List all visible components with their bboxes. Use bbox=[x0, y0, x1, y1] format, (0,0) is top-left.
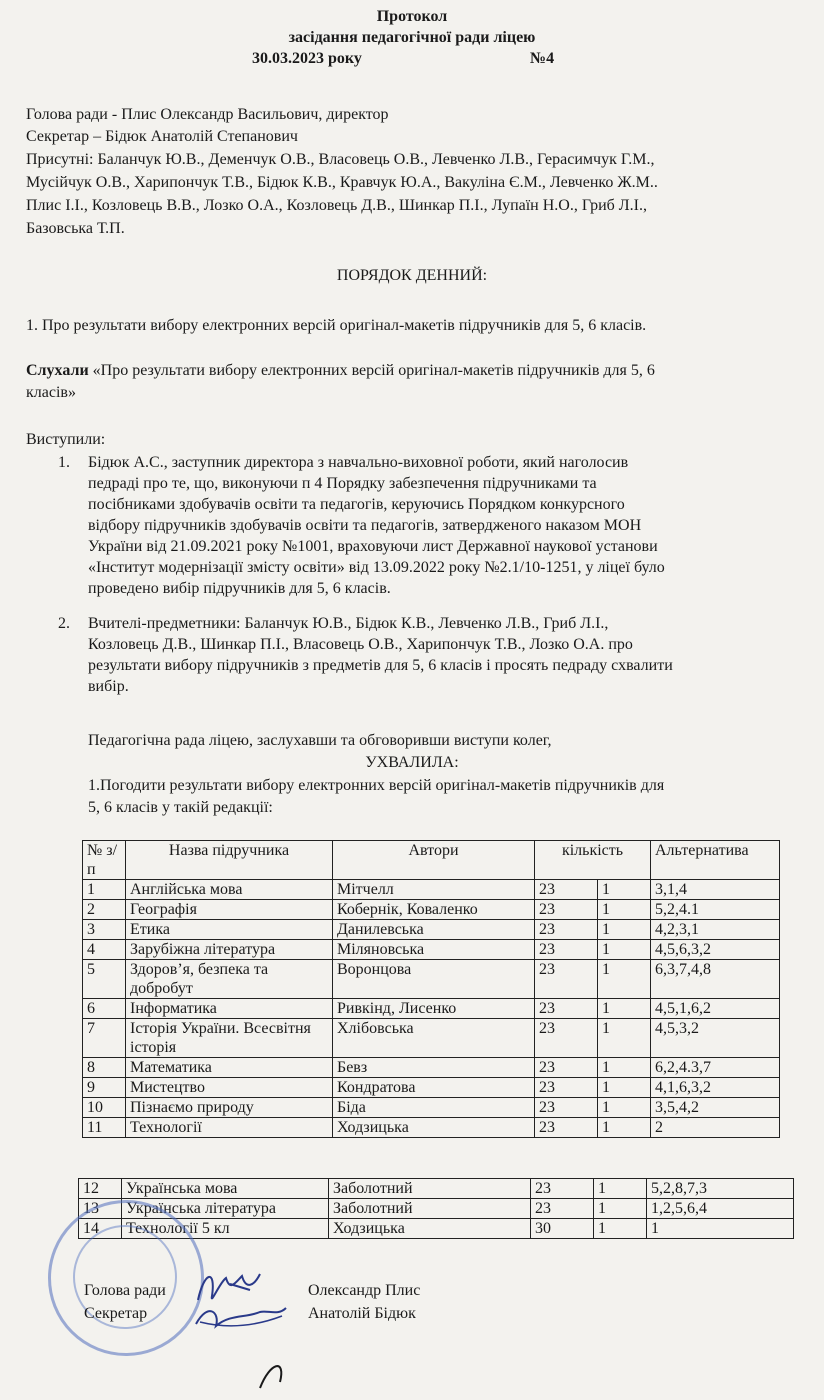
spoke-1-line: педраді про те, що, виконуючи п 4 Порядку забезпечення підручниками та bbox=[88, 475, 597, 492]
cell-qty: 23 bbox=[535, 1078, 598, 1098]
cell-qty-extra: 1 bbox=[598, 880, 651, 900]
col-num-header: № з/п bbox=[83, 841, 126, 880]
cell-name: Пізнаємо природу bbox=[126, 1098, 333, 1118]
cell-authors: Бевз bbox=[333, 1058, 535, 1078]
cell-alternative: 4,1,6,3,2 bbox=[651, 1078, 780, 1098]
spoke-item-1 bbox=[58, 452, 788, 599]
col-alt-header: Альтернатива bbox=[651, 841, 780, 880]
cell-authors: Біда bbox=[333, 1098, 535, 1118]
spoke-2-line: результати вибору підручників з предметів для 5, 6 класів і просять педраду схвалити bbox=[88, 657, 673, 674]
cell-authors: Данилевська bbox=[333, 920, 535, 940]
cell-qty-extra: 1 bbox=[598, 999, 651, 1019]
cell-alternative: 4,5,6,3,2 bbox=[651, 940, 780, 960]
cell-qty: 23 bbox=[535, 1058, 598, 1078]
cell-authors: Ривкінд, Лисенко bbox=[333, 999, 535, 1019]
cell-name: Зарубіжна література bbox=[126, 940, 333, 960]
table-row bbox=[83, 940, 780, 960]
cell-authors: Заболотний bbox=[329, 1179, 531, 1199]
heard-line-2: класів» bbox=[26, 384, 76, 401]
cell-num: 9 bbox=[83, 1078, 126, 1098]
cell-authors: Ходзицька bbox=[329, 1219, 531, 1239]
cell-name: Математика bbox=[126, 1058, 333, 1078]
secretary-line: Секретар – Бідюк Анатолій Степанович bbox=[26, 128, 298, 145]
table-row bbox=[79, 1179, 794, 1199]
spoke-2-line: Козловець Д.В., Шинкар П.І., Власовець О.В., Харипончук Т.В., Лозко О.А. про bbox=[88, 636, 633, 653]
cell-name: Мистецтво bbox=[126, 1078, 333, 1098]
cell-qty: 23 bbox=[535, 1019, 598, 1058]
cell-num: 6 bbox=[83, 999, 126, 1019]
present-line-3: Плис І.І., Козловець В.В., Лозко О.А., Козловець Д.В., Шинкар П.І., Лупаїн Н.О., Гриб Л.І., bbox=[26, 197, 647, 214]
heard-label: Слухали bbox=[26, 362, 89, 379]
handwritten-signatures bbox=[190, 1262, 300, 1392]
spoke-1-line: «Інститут модернізації змісту освіти» від 13.09.2022 року №2.1/10-1251, у ліцеї було bbox=[88, 559, 665, 576]
col-name-header: Назва підручника bbox=[126, 841, 333, 880]
cell-qty-extra: 1 bbox=[598, 920, 651, 940]
cell-num: 3 bbox=[83, 920, 126, 940]
table-row bbox=[83, 1058, 780, 1078]
chair-role: Голова ради bbox=[84, 1282, 166, 1299]
resolution-title: УХВАЛИЛА: bbox=[365, 754, 459, 771]
cell-name: Географія bbox=[126, 900, 333, 920]
spoke-item-2 bbox=[58, 613, 788, 697]
table-row bbox=[83, 999, 780, 1019]
spoke-2-line: вибір. bbox=[88, 678, 129, 695]
agenda-title: ПОРЯДОК ДЕННИЙ: bbox=[336, 267, 488, 284]
spoke-item-2-num: 2. bbox=[58, 615, 70, 632]
cell-name: Технології bbox=[126, 1118, 333, 1138]
textbooks-table bbox=[82, 840, 780, 1138]
table-row bbox=[79, 1199, 794, 1219]
resolution-line-1: 1.Погодити результати вибору електронних версій оригінал-макетів підручників для bbox=[88, 777, 665, 794]
cell-num: 8 bbox=[83, 1058, 126, 1078]
table-header-row bbox=[83, 841, 780, 880]
cell-qty: 23 bbox=[535, 940, 598, 960]
cell-qty-extra: 1 bbox=[598, 940, 651, 960]
cell-num: 7 bbox=[83, 1019, 126, 1058]
cell-alternative: 3,1,4 bbox=[651, 880, 780, 900]
resolution-line-2: 5, 6 класів у такій редакції: bbox=[88, 799, 273, 816]
present-line-4: Базовська Т.П. bbox=[26, 220, 125, 237]
spoke-1-line: відбору підручників здобувачів освіти та педагогів, затвердженого наказом МОН bbox=[88, 517, 642, 534]
cell-alternative: 1,2,5,6,4 bbox=[647, 1199, 794, 1219]
cell-name: Етика bbox=[126, 920, 333, 940]
stamp-seal bbox=[48, 1200, 204, 1356]
spoke-2-line: Вчителі-предметники: Баланчук Ю.В., Бідюк К.В., Левченко Л.В., Гриб Л.І., bbox=[88, 615, 609, 632]
cell-name: Англійська мова bbox=[126, 880, 333, 900]
cell-authors: Ходзицька bbox=[333, 1118, 535, 1138]
cell-authors: Заболотний bbox=[329, 1199, 531, 1219]
cell-alternative: 6,2,4.3,7 bbox=[651, 1058, 780, 1078]
cell-qty: 30 bbox=[531, 1219, 594, 1239]
cell-authors: Кондратова bbox=[333, 1078, 535, 1098]
cell-authors: Мітчелл bbox=[333, 880, 535, 900]
col-qty-header: кількість bbox=[535, 841, 651, 880]
cell-num: 10 bbox=[83, 1098, 126, 1118]
cell-authors: Хлібовська bbox=[333, 1019, 535, 1058]
table-row bbox=[83, 960, 780, 999]
cell-alternative: 4,2,3,1 bbox=[651, 920, 780, 940]
cell-qty: 23 bbox=[535, 1118, 598, 1138]
cell-qty-extra: 1 bbox=[598, 1019, 651, 1058]
cell-num: 14 bbox=[79, 1219, 122, 1239]
spoke-1-line: України від 21.09.2021 року №1001, враховуючи лист Державної наукової установи bbox=[88, 538, 658, 555]
cell-alternative: 5,2,4.1 bbox=[651, 900, 780, 920]
protocol-title: Протокол bbox=[376, 8, 448, 25]
table-row bbox=[83, 1118, 780, 1138]
cell-qty: 23 bbox=[535, 999, 598, 1019]
chair-name: Олександр Плис bbox=[308, 1282, 421, 1299]
present-line-1: Присутні: Баланчук Ю.В., Деменчук О.В., Власовець О.В., Левченко Л.В., Герасимчук Г.М., bbox=[26, 151, 655, 168]
cell-qty: 23 bbox=[531, 1179, 594, 1199]
col-authors-header: Автори bbox=[333, 841, 535, 880]
spoke-label: Виступили: bbox=[26, 431, 106, 448]
cell-authors: Кобернік, Коваленко bbox=[333, 900, 535, 920]
cell-name: Технології 5 кл bbox=[122, 1219, 329, 1239]
cell-num: 11 bbox=[83, 1118, 126, 1138]
cell-qty: 23 bbox=[535, 1098, 598, 1118]
cell-alternative: 2 bbox=[651, 1118, 780, 1138]
cell-num: 12 bbox=[79, 1179, 122, 1199]
cell-name: Історія України. Всесвітня історія bbox=[126, 1019, 333, 1058]
chair-line: Голова ради - Плис Олександр Васильович, директор bbox=[26, 106, 389, 123]
cell-authors: Міляновська bbox=[333, 940, 535, 960]
table-row bbox=[83, 880, 780, 900]
cell-alternative: 4,5,3,2 bbox=[651, 1019, 780, 1058]
cell-alternative: 4,5,1,6,2 bbox=[651, 999, 780, 1019]
cell-qty-extra: 1 bbox=[598, 1098, 651, 1118]
protocol-date: 30.03.2023 року bbox=[252, 50, 362, 67]
cell-qty: 23 bbox=[535, 960, 598, 999]
spoke-1-line: посібниками здобувачів освіти та педагогів, керуючись Порядком конкурсного bbox=[88, 496, 625, 513]
table-row bbox=[83, 1098, 780, 1118]
cell-num: 13 bbox=[79, 1199, 122, 1219]
spoke-item-1-num: 1. bbox=[58, 454, 70, 471]
protocol-number: №4 bbox=[530, 50, 555, 67]
table-row bbox=[83, 920, 780, 940]
cell-qty-extra: 1 bbox=[598, 900, 651, 920]
cell-alternative: 6,3,7,4,8 bbox=[651, 960, 780, 999]
secretary-name: Анатолій Бідюк bbox=[308, 1305, 416, 1322]
table-row bbox=[83, 900, 780, 920]
secretary-role: Секретар bbox=[84, 1305, 148, 1322]
spoke-1-line: Бідюк А.С., заступник директора з навчально-виховної роботи, який наголосив bbox=[88, 454, 629, 471]
cell-qty-extra: 1 bbox=[594, 1199, 647, 1219]
cell-qty: 23 bbox=[531, 1199, 594, 1219]
cell-qty: 23 bbox=[535, 900, 598, 920]
spoke-1-line: проведено вибір підручників для 5, 6 класів. bbox=[88, 580, 391, 597]
agenda-item-1: 1. Про результати вибору електронних версій оригінал-макетів підручників для 5, 6 класів. bbox=[26, 317, 647, 334]
cell-alternative: 1 bbox=[647, 1219, 794, 1239]
cell-num: 5 bbox=[83, 960, 126, 999]
cell-name: Здоров’я, безпека та добробут bbox=[126, 960, 333, 999]
heard-text-1: «Про результати вибору електронних версій оригінал-макетів підручників для 5, 6 bbox=[88, 362, 655, 379]
cell-qty-extra: 1 bbox=[598, 1118, 651, 1138]
cell-alternative: 5,2,8,7,3 bbox=[647, 1179, 794, 1199]
resolution-intro: Педагогічна рада ліцею, заслухавши та обговоривши виступи колег, bbox=[88, 732, 552, 749]
cell-name: Українська література bbox=[122, 1199, 329, 1219]
cell-qty-extra: 1 bbox=[598, 960, 651, 999]
present-line-2: Мусійчук О.В., Харипончук Т.В., Бідюк К.В., Кравчук Ю.А., Вакуліна Є.М., Левченко Ж.М.. bbox=[26, 174, 658, 191]
cell-num: 4 bbox=[83, 940, 126, 960]
cell-name: Інформатика bbox=[126, 999, 333, 1019]
cell-num: 2 bbox=[83, 900, 126, 920]
cell-num: 1 bbox=[83, 880, 126, 900]
protocol-subtitle: засідання педагогічної ради ліцею bbox=[288, 29, 536, 46]
heard-line-1 bbox=[26, 360, 806, 381]
cell-qty-extra: 1 bbox=[594, 1219, 647, 1239]
table-row bbox=[83, 1078, 780, 1098]
cell-qty-extra: 1 bbox=[594, 1179, 647, 1199]
cell-qty-extra: 1 bbox=[598, 1058, 651, 1078]
cell-alternative: 3,5,4,2 bbox=[651, 1098, 780, 1118]
table-row bbox=[83, 1019, 780, 1058]
cell-qty-extra: 1 bbox=[598, 1078, 651, 1098]
cell-name: Українська мова bbox=[122, 1179, 329, 1199]
cell-qty: 23 bbox=[535, 880, 598, 900]
cell-qty: 23 bbox=[535, 920, 598, 940]
cell-authors: Воронцова bbox=[333, 960, 535, 999]
